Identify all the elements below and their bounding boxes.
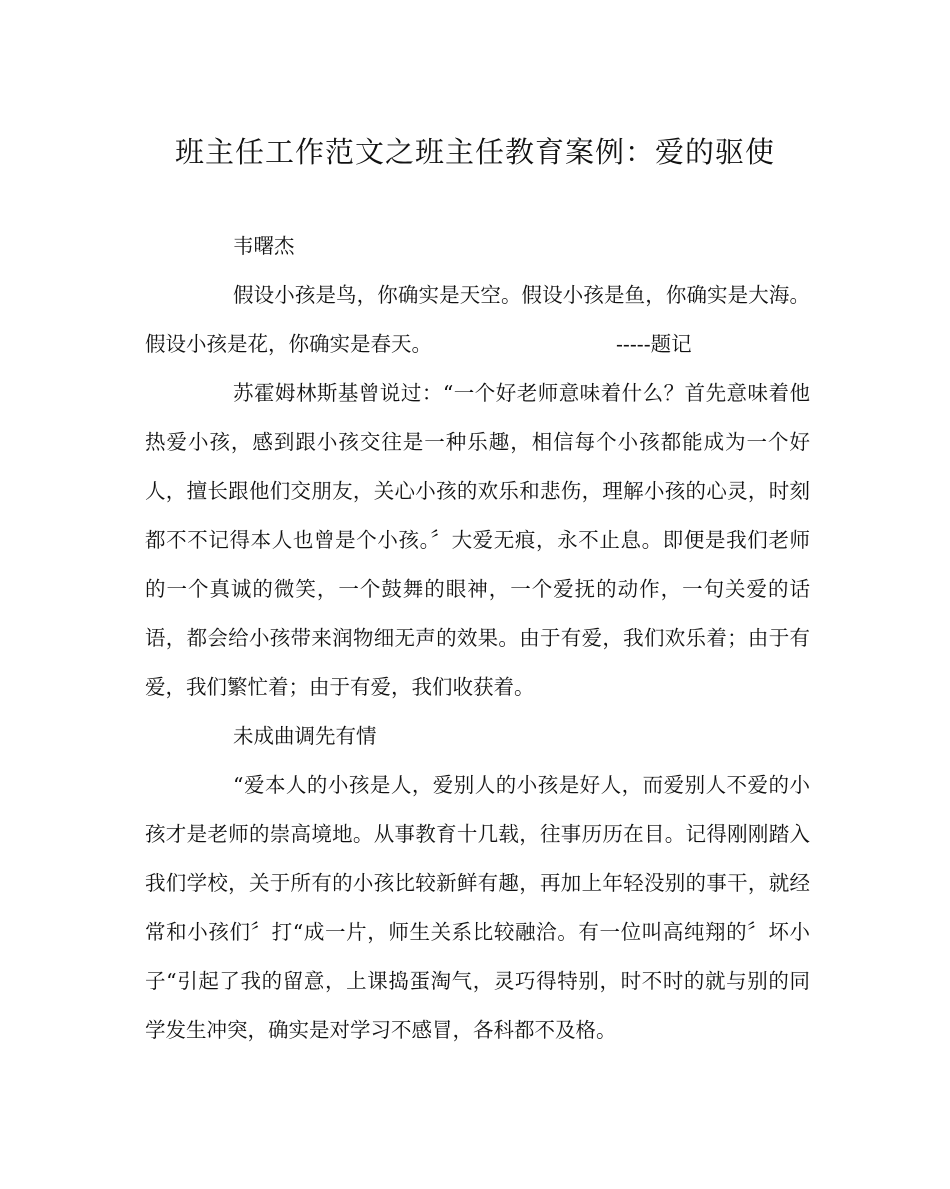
section-heading: 未成曲调先有情: [233, 724, 377, 748]
epigraph-text: 假设小孩是鸟，你确实是天空。假设小孩是鱼，你确实是大海。假设小孩是花，你确实是春天。: [145, 283, 810, 356]
epigraph: [145, 271, 810, 369]
paragraph: 苏霍姆林斯基曾说过：“一个好老师意味着什么？首先意味着他热爱小孩，感到跟小孩交往是一种乐趣，相信每个小孩都能成为一个好人，擅长跟他们交朋友，关心小孩的欢乐和悲伤，理解小孩的心灵，时刻都不不记得本人也曾是个小孩。〞大爱无痕，永不止息。即便是我们老师的一个真诚的微笑，一个鼓舞的眼神，一个爱抚的动作，一句关爱的话语，都会给小孩带来润物细无声的效果。由于有爱，我们欢乐着；由于有爱，我们繁忙着；由于有爱，我们收获着。: [145, 381, 810, 699]
document-title: 班主任工作范文之班主任教育案例：爱的驱使: [174, 135, 775, 169]
document-body: [145, 222, 810, 1055]
epigraph-credit: -----题记: [616, 332, 692, 356]
author-name: 韦曙杰: [233, 234, 295, 258]
paragraph: “爱本人的小孩是人，爱别人的小孩是好人，而爱别人不爱的小孩才是老师的崇高境地。从事教育十几载，往事历历在目。记得刚刚踏入我们学校，关于所有的小孩比较新鲜有趣，再加上年轻没别的事干，就经常和小孩们〞打“成一片，师生关系比较融洽。有一位叫高纯翔的〞坏小子“引起了我的留意，上课捣蛋淘气，灵巧得特别，时不时的就与别的同学发生冲突，确实是对学习不感冒，各科都不及格。: [145, 773, 810, 1042]
